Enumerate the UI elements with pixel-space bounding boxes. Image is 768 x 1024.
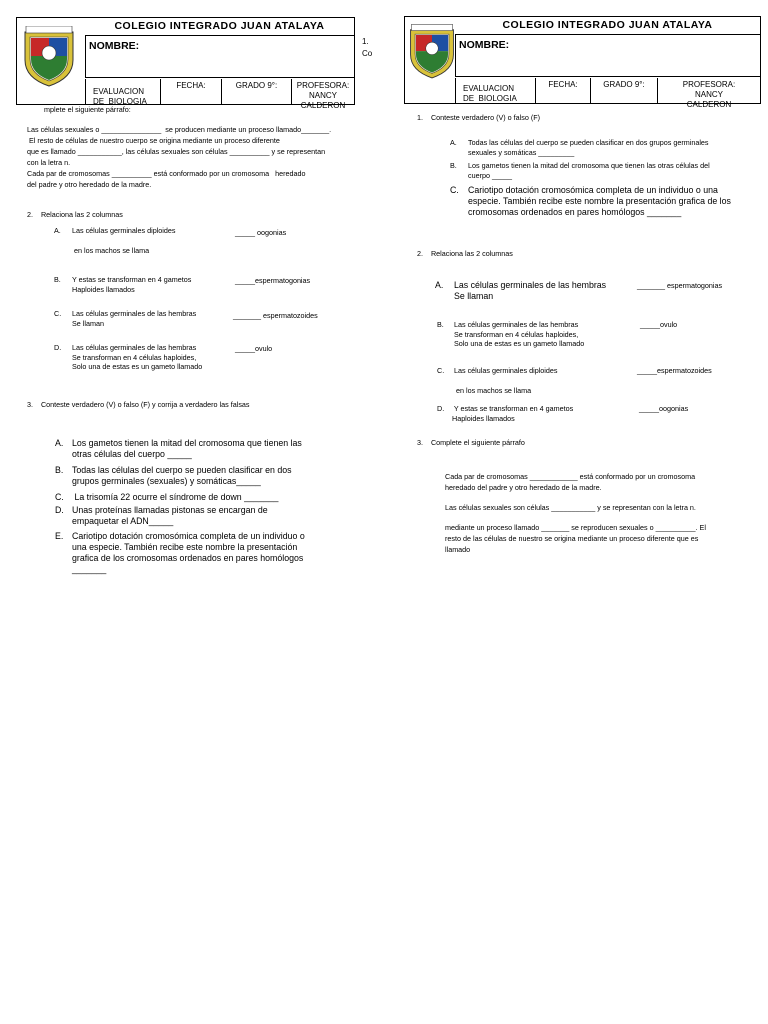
school-name-right: COLEGIO INTEGRADO JUAN ATALAYA <box>455 17 760 35</box>
right-s2-c-letter: C. <box>437 366 445 375</box>
right-s1-c-text: Cariotipo dotación cromosómica completa de un individuo o una especie. También recibe este nombre la presentación grafica de los cromosomas ordenados en pares homólogos _______ <box>468 185 731 217</box>
fecha-field[interactable]: FECHA: <box>160 79 221 104</box>
right-s1-c-letter: C. <box>450 185 459 195</box>
right-s2-a-letter: A. <box>435 280 444 290</box>
right-header <box>404 16 761 109</box>
left-s3-a-text: Los gametos tienen la mitad del cromosoma que tienen las otras células del cuerpo _____ <box>72 438 302 459</box>
right-s1-heading: 1. Conteste verdadero (V) o falso (F) <box>417 113 541 122</box>
right-s2-a-text: Las células germinales de las hembras Se llaman <box>454 280 607 301</box>
grado-field-right[interactable]: GRADO 9°: <box>590 78 657 103</box>
right-s3-heading: 3. Complete el siguiente párrafo <box>417 438 525 447</box>
left-s3-c-letter: C. <box>55 492 64 502</box>
left-s2-b-letter: B. <box>54 275 61 284</box>
left-s3-d-letter: D. <box>55 505 64 515</box>
right-s1-b-letter: B. <box>450 161 457 170</box>
left-s2-a2-text: en los machos se llama <box>74 246 150 255</box>
right-s2-heading: 2. Relaciona las 2 columnas <box>417 249 513 258</box>
right-s2-b-answer: _____ovulo <box>640 320 678 329</box>
profesora-label <box>291 79 354 110</box>
right-s2-b-text: Las células germinales de las hembras Se transforman en 4 células haploides, Solo una de estas es un gameto llamado <box>454 320 585 348</box>
right-s1-a-letter: A. <box>450 138 457 147</box>
left-s3-heading: 3. Conteste verdadero (V) o falso (F) y corrija a verdadero las falsas <box>27 400 250 409</box>
right-s2-c-answer: _____espermatozoides <box>637 366 712 375</box>
left-s3-e-letter: E. <box>55 531 64 541</box>
left-s2-d-text: Las células germinales de las hembras Se transforman en 4 células haploides, Solo una de estas es un gameto llamado <box>72 343 203 371</box>
right-s3-p1: Cada par de cromosomas ____________ está conformado por un cromosoma heredado del padre y otro heredado de la madre. <box>445 472 696 492</box>
left-s3-d-text: Unas proteínas llamadas pistonas se encargan de empaquetar el ADN_____ <box>72 505 268 526</box>
left-s2-a-text: Las células germinales diploides <box>72 226 176 235</box>
school-crest-logo <box>21 26 77 88</box>
nombre-field-right[interactable]: NOMBRE: <box>455 35 760 77</box>
profesora-text: PROFESORA: NANCY CALDERON <box>296 81 350 110</box>
profesora-text-right: PROFESORA: NANCY CALDERON <box>682 80 736 109</box>
profesora-label-right <box>657 78 760 109</box>
left-s1-paragraph: Las células sexuales o _______________ se producen mediante un proceso llamado_______. El resto de células de nuestro cuerpo se origina mediante un proceso diferente que es llamado ___________, las células sexuales son células __________ y se representan con la letra n. Cada par de cromosomas __________ está conformado por un cromosoma heredado del padre y otro heredado de la madre. <box>27 125 332 189</box>
left-s1-heading: mplete el siguiente párrafo: <box>44 105 131 114</box>
right-s2-c-text: Las células germinales diploides <box>454 366 558 375</box>
fecha-field-right[interactable]: FECHA: <box>535 78 590 103</box>
left-s3-c-text: La trisomía 22 ocurre el síndrome de down _______ <box>72 492 279 502</box>
right-s2-a-answer: _______ espermatogonias <box>637 281 723 290</box>
right-s1-a-text: Todas las células del cuerpo se pueden clasificar en dos grupos germinales sexuales y somáticas _________ <box>468 138 709 157</box>
school-name: COLEGIO INTEGRADO JUAN ATALAYA <box>85 18 354 36</box>
left-s2-d-answer: _____ovulo <box>235 344 273 353</box>
right-s3-p3: mediante un proceso llamado _______ se reproducen sexuales o __________. El resto de las células de nuestro se origina mediante un proceso diferente que es llamado <box>445 523 706 554</box>
left-s2-c-letter: C. <box>54 309 62 318</box>
left-s3-a-letter: A. <box>55 438 64 448</box>
evaluation-label <box>85 79 160 104</box>
left-side-note: 1. Co <box>362 37 373 58</box>
left-s2-a-letter: A. <box>54 226 61 235</box>
left-s3-b-text: Todas las células del cuerpo se pueden clasificar en dos grupos germinales (sexuales) y somáticas_____ <box>72 465 292 486</box>
left-s3-e-text: Cariotipo dotación cromosómica completa de un individuo o una especie. También recibe este nombre la presentación grafica de los cromosomas ordenados en pares homólogos _______ <box>72 531 305 574</box>
right-s2-d-letter: D. <box>437 404 445 413</box>
left-s2-d-letter: D. <box>54 343 62 352</box>
left-s2-c-answer: _______ espermatozoides <box>233 311 318 320</box>
left-s2-b-text: Y estas se transforman en 4 gametos Haploides llamados <box>72 275 192 294</box>
left-s3-b-letter: B. <box>55 465 64 475</box>
nombre-field[interactable]: NOMBRE: <box>85 36 354 78</box>
right-s3-p2: Las células sexuales son células ___________ y se representan con la letra n. <box>445 503 696 512</box>
right-s2-d-text: Y estas se transforman en 4 gametos Haploides llamados <box>452 404 574 423</box>
right-s2-b-letter: B. <box>437 320 444 329</box>
left-s2-b-answer: _____espermatogonias <box>235 276 311 285</box>
evaluation-text: EVALUACION DE BIOLOGIA <box>93 87 147 106</box>
left-s2-heading: 2. Relaciona las 2 columnas <box>27 210 123 219</box>
right-s2-c2-text: en los machos se llama <box>456 386 532 395</box>
right-s2-d-answer: _____oogonias <box>639 404 689 413</box>
evaluation-text-right: EVALUACION DE BIOLOGIA <box>463 84 517 103</box>
evaluation-label-right <box>455 78 535 103</box>
left-s2-a-answer: _____ oogonias <box>235 228 287 237</box>
grado-field[interactable]: GRADO 9°: <box>221 79 291 104</box>
left-s2-c-text: Las células germinales de las hembras Se llaman <box>72 309 197 328</box>
right-s1-b-text: Los gametos tienen la mitad del cromosoma que tienen las otras células del cuerpo _____ <box>468 161 710 180</box>
